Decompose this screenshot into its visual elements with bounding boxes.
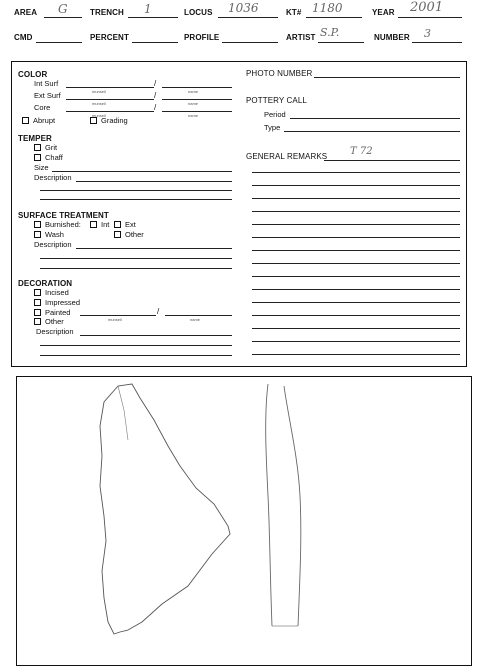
grit-checkbox[interactable] [34,143,57,152]
area-label: AREA [14,8,38,17]
munsell-sublabel: munsell [92,113,106,118]
checkbox-box[interactable] [34,154,41,161]
ext-label: Ext [125,220,136,229]
int-surf-label: Int Surf [34,79,59,88]
int-surf-munsell-field[interactable] [66,87,154,88]
profile-field[interactable] [222,42,278,43]
remarks-line[interactable] [252,328,460,329]
surface-description-label: Description [34,240,72,249]
checkbox-box[interactable] [34,144,41,151]
impressed-label: Impressed [45,298,81,307]
locus-value: 1036 [228,1,259,15]
slash: / [154,91,157,100]
int-checkbox[interactable] [90,220,109,229]
checkbox-box[interactable] [34,221,41,228]
checkbox-box[interactable] [34,231,41,238]
cmd-label: CMD [14,33,33,42]
decoration-heading: DECORATION [18,279,73,288]
int-surf-name-field[interactable] [162,87,232,88]
kt-label: KT# [286,8,302,17]
painted-name-field[interactable] [165,315,232,316]
grit-label: Grit [45,143,58,152]
temper-description-label: Description [34,173,72,182]
painted-label: Painted [45,308,71,317]
decoration-other-checkbox[interactable] [34,317,64,326]
artist-value: S.P. [320,26,340,39]
remarks-line[interactable] [252,224,460,225]
trench-label: TRENCH [90,8,124,17]
name-sublabel: name [190,317,201,322]
cmd-field[interactable] [36,42,82,43]
type-label: Type [264,123,281,132]
other-label: Other [125,230,144,239]
other-checkbox[interactable] [114,230,144,239]
year-field[interactable] [398,17,462,18]
decoration-description-line[interactable] [40,355,232,356]
name-sublabel: name [188,113,199,118]
ext-checkbox[interactable] [114,220,136,229]
temper-description-line[interactable] [40,190,232,191]
general-remarks-value: T 72 [350,146,373,157]
year-value: 2001 [410,0,444,15]
munsell-sublabel: munsell [92,101,106,106]
munsell-sublabel: munsell [92,89,106,94]
size-label: Size [34,163,49,172]
remarks-line[interactable] [252,341,460,342]
surface-description-line[interactable] [40,268,232,269]
decoration-description-field[interactable] [80,335,232,336]
checkbox-box[interactable] [90,117,97,124]
wash-checkbox[interactable] [34,230,64,239]
type-field[interactable] [284,131,460,132]
incised-label: Incised [45,288,69,297]
name-sublabel: name [188,101,199,106]
checkbox-box[interactable] [22,117,29,124]
locus-field[interactable] [218,17,278,18]
grading-label: Grading [101,116,128,125]
sherd-outline [100,384,230,634]
profile-label: PROFILE [184,33,220,42]
color-heading: COLOR [18,70,48,79]
year-label: YEAR [372,8,395,17]
size-field[interactable] [52,171,232,172]
general-remarks-field[interactable] [324,160,460,161]
surface-description-line[interactable] [40,258,232,259]
sherd-drawing [16,376,472,666]
ext-surf-label: Ext Surf [34,91,61,100]
checkbox-box[interactable] [34,299,41,306]
burnished-checkbox[interactable] [34,220,81,229]
remarks-line[interactable] [252,185,460,186]
number-value: 3 [424,27,431,40]
slash: / [154,79,157,88]
burnished-label: Burnished: [45,220,81,229]
core-munsell-field[interactable] [66,111,154,112]
area-value: G [58,2,68,16]
remarks-line[interactable] [252,289,460,290]
photo-number-label: PHOTO NUMBER [246,69,313,78]
painted-munsell-field[interactable] [80,315,156,316]
checkbox-box[interactable] [114,231,121,238]
sherd-inner-edge [118,386,128,440]
int-label: Int [101,220,110,229]
kt-field[interactable] [306,17,362,18]
abrupt-checkbox[interactable] [22,116,55,125]
kt-value: 1180 [312,1,343,15]
temper-description-field[interactable] [76,181,232,182]
core-label: Core [34,103,51,112]
locus-label: LOCUS [184,8,213,17]
percent-field[interactable] [132,42,178,43]
checkbox-box[interactable] [34,309,41,316]
temper-heading: TEMPER [18,134,52,143]
percent-label: PERCENT [90,33,129,42]
decoration-description-line[interactable] [40,345,232,346]
remarks-line[interactable] [252,211,460,212]
remarks-line[interactable] [252,276,460,277]
remarks-line[interactable] [252,302,460,303]
trench-field[interactable] [128,17,178,18]
number-field[interactable] [412,42,462,43]
wash-label: Wash [45,230,64,239]
grading-checkbox[interactable] [90,116,128,125]
decoration-other-label: Other [45,317,64,326]
slash: / [154,103,157,112]
impressed-checkbox[interactable] [34,298,80,307]
ext-surf-munsell-field[interactable] [66,99,154,100]
number-label: NUMBER [374,33,410,42]
incised-checkbox[interactable] [34,288,69,297]
remarks-line[interactable] [252,354,460,355]
name-sublabel: name [188,89,199,94]
core-name-field[interactable] [162,111,232,112]
chaff-checkbox[interactable] [34,153,63,162]
munsell-sublabel: munsell [108,317,122,322]
decoration-description-label: Description [36,327,74,336]
checkbox-box[interactable] [90,221,97,228]
chaff-label: Chaff [45,153,63,162]
artist-label: ARTIST [286,33,316,42]
checkbox-box[interactable] [114,221,121,228]
remarks-line[interactable] [252,315,460,316]
checkbox-box[interactable] [34,318,41,325]
checkbox-box[interactable] [34,289,41,296]
artist-field[interactable] [318,42,364,43]
painted-checkbox[interactable] [34,308,70,317]
surface-description-field[interactable] [76,248,232,249]
remarks-line[interactable] [252,237,460,238]
sherd-profile-inner [284,386,301,626]
abrupt-label: Abrupt [33,116,56,125]
general-remarks-label: GENERAL REMARKS [246,152,328,161]
surface-treatment-heading: SURFACE TREATMENT [18,211,109,220]
period-field[interactable] [290,118,460,119]
ext-surf-name-field[interactable] [162,99,232,100]
sherd-profile-outer [266,384,272,626]
remarks-line[interactable] [252,250,460,251]
remarks-line[interactable] [252,263,460,264]
pottery-call-label: POTTERY CALL [246,96,307,105]
trench-value: 1 [144,2,152,16]
photo-number-field[interactable] [314,77,460,78]
period-label: Period [264,110,286,119]
remarks-line[interactable] [252,198,460,199]
slash: / [157,307,160,316]
remarks-line[interactable] [252,172,460,173]
temper-description-line[interactable] [40,199,232,200]
area-field[interactable] [44,17,82,18]
